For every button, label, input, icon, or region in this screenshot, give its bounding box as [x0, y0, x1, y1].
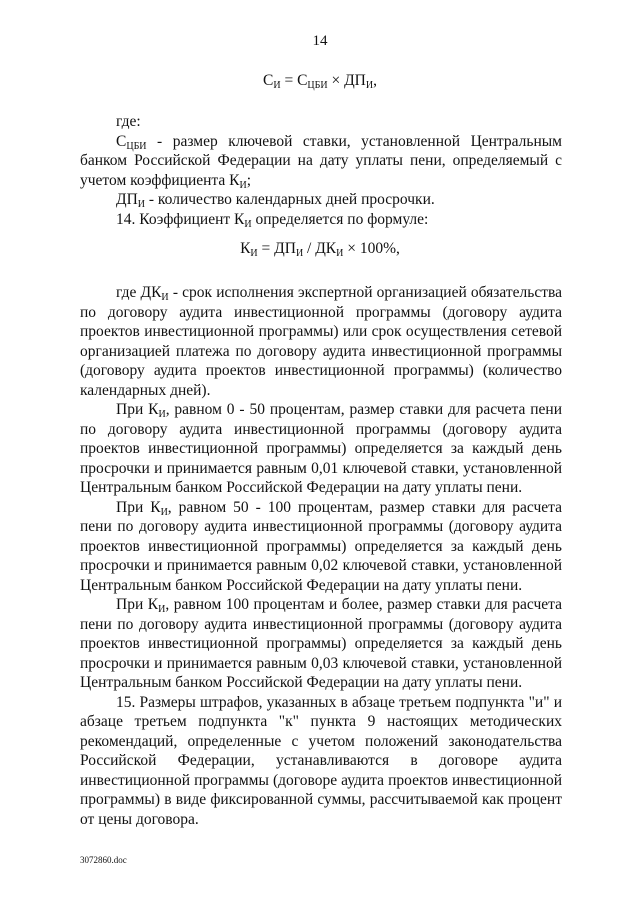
page-number: 14 — [312, 33, 328, 49]
formula-term: ДП — [274, 240, 296, 257]
symbol-subscript: И — [244, 218, 252, 230]
formula-operator: = — [257, 240, 275, 257]
paragraph-lead: При К — [116, 596, 159, 613]
symbol-subscript: И — [137, 199, 146, 210]
formula-operator: / — [303, 240, 316, 257]
symbol-subscript: И — [158, 604, 166, 615]
definition-dp — [80, 190, 562, 210]
symbol: ДП — [116, 191, 138, 208]
formula-subscript: ЦБИ — [307, 80, 328, 91]
paragraph-text: , равном 50 - 100 процентам, размер ставки для расчета пени по договору аудита инвестиционной программы (договору аудита проектов инвестиционной программы) определяется за каждый день просрочки и принимается равным 0,02 ключевой ставки, установленной Центральным банком Российской Федерации на дату уплаты пени. — [80, 498, 563, 594]
body-block — [80, 283, 562, 829]
formula-term: ДП — [344, 72, 366, 89]
formula-subscript: И — [365, 80, 374, 91]
symbol-subscript: ЦБИ — [126, 140, 147, 152]
paragraph-text: , равном 100 процентам и более, размер ставки для расчета пени по договору аудита инвестиционной программы (договору аудита проектов инвестиционной программы) определяется за каждый день просрочки и принимается равным 0,03 ключевой ставки, установленной Центральным банком Российской Федерации на дату уплаты пени. — [80, 596, 563, 691]
formula-tail: × 100%, — [343, 240, 400, 257]
formula-subscript: И — [336, 248, 344, 259]
symbol: где ДК — [116, 284, 162, 301]
symbol: С — [116, 132, 127, 150]
formula-tail: , — [373, 72, 377, 89]
symbol-subscript: И — [158, 409, 166, 420]
formula-coefficient — [0, 240, 640, 258]
paragraph-100 — [80, 595, 562, 693]
formula-operator: = — [280, 72, 298, 89]
document-filename: 3072860.doc — [80, 855, 127, 865]
symbol-subscript: И — [160, 506, 168, 518]
definition-text: - срок исполнения экспертной организацией обязательства по договору аудита инвестиционной программы (договору аудита проектов инвестиционной программы) или срок осуществления сетевой организацией платежа по договору аудита инвестиционной программы (договору аудита проектов инвестиционной программы) (количество календарных дней). — [80, 284, 562, 399]
definition-tail: ; — [246, 171, 252, 189]
where-label: где: — [116, 113, 141, 130]
formula-subscript: И — [250, 248, 258, 259]
formula-term: С — [297, 72, 308, 89]
item-text: 14. Коэффициент К — [116, 210, 245, 228]
item-15: 15. Размеры штрафов, указанных в абзаце третьем подпункта "и" и абзаце третьем подпункта "к" пункта 9 настоящих методических рекомендаций, определенные с учетом положений законодательства Российской Федерации, устанавливаются в договоре аудита инвестиционной программы (договоре аудита проектов инвестиционной программы) в виде фиксированной суммы, рассчитываемой как процент от цены договора. — [80, 693, 562, 828]
symbol-subscript: И — [161, 292, 169, 303]
definition-text: - размер ключевой ставки, установленной Центральным банком Российской Федерации на дату уплаты пени, определяемый с учетом коэффициента К — [80, 132, 562, 189]
paragraph-50-100 — [80, 498, 562, 596]
formula-penalty-rate — [0, 72, 640, 90]
definition-c-cbi — [80, 132, 562, 191]
definition-text: - количество календарных дней просрочки. — [145, 191, 435, 208]
formula-subscript: И — [295, 248, 304, 259]
symbol-subscript: И — [239, 179, 247, 191]
item-14 — [80, 210, 562, 230]
paragraph-0-50 — [80, 400, 562, 498]
item-tail: определяется по формуле: — [251, 210, 429, 228]
definitions-block — [80, 112, 562, 229]
paragraph-text: , равном 0 - 50 процентам, размер ставки для расчета пени по договору аудита инвестиционной программы (договору аудита проектов инвестиционной программы) определяется за каждый день просрочки и принимается равным 0,01 ключевой ставки, установленной Центральным банком Российской Федерации на дату уплаты пени. — [80, 401, 563, 496]
paragraph-lead: При К — [116, 498, 161, 516]
formula-operator: × — [327, 72, 345, 89]
formula-term: ДК — [315, 240, 337, 257]
definition-dk — [80, 283, 562, 400]
paragraph-lead: При К — [116, 401, 159, 418]
formula-subscript: И — [273, 80, 281, 91]
formula-term: С — [263, 72, 274, 89]
formula-term: К — [240, 240, 251, 257]
